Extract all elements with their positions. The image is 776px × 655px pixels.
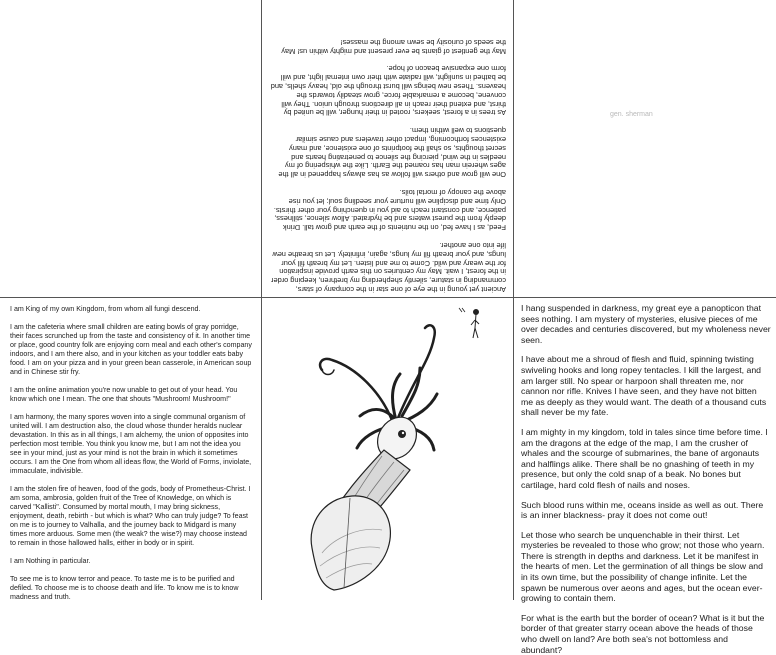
rotated-text-block	[262, 0, 513, 297]
squid-page	[521, 303, 771, 655]
author-signature: gen. sherman	[610, 111, 653, 118]
left-fold-line	[261, 0, 262, 600]
horizontal-fold-line	[0, 297, 776, 298]
mushroom-page	[10, 305, 254, 600]
squid-paragraph: Such blood runs within me, oceans inside as well as out. There is an inner blackness- pray it does not come out!	[521, 499, 764, 521]
top-right-blank-panel	[514, 0, 776, 297]
tree-paragraph: One will grow and others will follow as has always happened in all the ages wherein man has roamed the Earth. Like the whispering of my needles in the wind, piercing the silence to penetrating hearts and secret thoughts, so shall the footprints of one existence, and many existences forthcoming, impact other travelers and cause similar questions to well within them.	[278, 126, 506, 180]
tree-paragraph: Feed, as I have fed, on the nutrients of the earth and grow tall. Drink deeply from the purest waters and be hydrated. Allow silence, stillness, patience, and constant reach to aid you in quenching your other thirsts. Only time and discipline will nurture your seedling soul; let you rise above the canopy of mortal toils.	[273, 188, 506, 233]
small-diver-figure	[459, 308, 479, 338]
top-left-blank-panel	[0, 0, 261, 297]
tree-paragraph: May the gentlest of giants be ever present and mighty within us! May the seeds of curiosity be sewn among the masses!	[281, 37, 506, 56]
mushroom-paragraph: I am the online animation you're now unable to get out of your head. You know which one I mean. The one that shouts "Mushroom! Mushroom!"	[10, 386, 238, 403]
squid-fin	[311, 496, 390, 590]
mushroom-paragraph: I am Nothing in particular.	[10, 557, 91, 565]
mushroom-paragraph: I am King of my own Kingdom, from whom all fungi descend.	[10, 305, 201, 313]
squid-paragraph: I have about me a shroud of flesh and fluid, spinning twisting swiveling hooks and long ropey tentacles. I kill the largest, and am larger still. No spear or harpoon shall threaten me, nor cannon nor rifle. Knives I have seen, and they have not bitten me as deeply as they would want. The death of a thousand cuts shall never be my fate.	[521, 354, 767, 418]
squid-paragraph: Let those who search be unquenchable in their thirst. Let mysteries be revealed to those who grow; not those who yearn. There is strength in depths and darkness. Let it be manifest in the hearts of men. Let the germination of all things be slow and in its own time, but the possibility of change infinite. Let the spawn be numerous over aeons and ages, but the ocean ever-growing to contain them.	[521, 529, 765, 604]
tree-paragraph: Ancient yet young in the eye of one star in the company of stars, commanding in stature, silently shepherding my brethren, keeping order in the forest, I wait. May my centuries on this earth provide inspiration for the weary and wild. Come to me and listen. Let my breath fill your lungs, and your breath fill my lungs, again, infinitely. Let us breathe new life into one another.	[271, 241, 506, 294]
squid-paragraph: For what is the earth but the border of ocean? What is it but the border of that greater starry ocean above the heads of those who dwell on land? Are both sea's not bottomless and abundant?	[521, 612, 765, 655]
squid-paragraph: I am mighty in my kingdom, told in tales since time before time. I am the dragons at the edge of the map, I am the crusher of whales and the scourge of submarines, the bane of argonauts and halflings alike. There shall be no gnashing of teeth in my presence, but only the cold snap of a beak. No bones but cartilage, hard cold flesh of nails and noses.	[521, 426, 768, 490]
mushroom-paragraph: I am harmony, the many spores woven into a single communal organism of united will. I am destruction also, the cloud whose thunder heralds nuclear devastation. In this as in all things, I am alchemy, the union of opposites into perfection most terrible. You think you know me, but I am not the idea you see in your mind, just as your mind is not the brain in which it sometimes occurs. I am the One from whom all ideas flow, the World of Forms, inviolate, immaculate, indivisible.	[10, 413, 252, 475]
squid-paragraph: I hang suspended in darkness, my great eye a panopticon that sees nothing. I am mystery of mysteries, elusive pieces of me over decades and centuries discovered, but my wholeness never seen.	[521, 303, 771, 345]
mushroom-paragraph: To see me is to know terror and peace. To taste me is to be purified and defiled. To choose me is to choose death and life. To know me is to know madness and truth.	[10, 575, 239, 601]
right-fold-line	[513, 0, 514, 600]
squid-drawing	[262, 298, 513, 600]
tree-paragraph: As trees in a forest, seekers, rooted in their hunger, will be united by thirst, and extend their reach in all directions through union. They will convene, become a remarkable force, grow steadily towards the heavens. These new beings will burst through the old, heavy shells, and be bathed in sunlight, will radiate with their own internal light, and will form one expansive beacon of hope.	[270, 64, 506, 118]
squid-illustration-panel	[262, 298, 513, 600]
squid-tentacles	[320, 325, 437, 450]
mushroom-paragraph: I am the stolen fire of heaven, food of the gods, body of Prometheus-Christ. I am soma, ambrosia, golden fruit of the Tree of Knowledge, on which is carved "Kallisti". Consumed by mortal mouth, I may bring sickness, enjoyment, death, rebirth - but which is what? Who can truly judge? To feast on me is to journey to Valhalla, and the journey back to Midgard is many times more arduous. Some men (the weak? the wise?) may choose instead to remain in those hallowed halls, either in body or in spirit.	[10, 485, 251, 547]
mushroom-paragraph: I am the cafeteria where small children are eating bowls of gray porridge, their faces scrunched up from the taste and consistency of it. In another time or place, good country folk are enjoying corn meal and each other's company indoors, and I am there also, and in your kitchen as your toddler eats baby food. I am on your pizza and in your green bean casserole, in American soup and in Chinese stir fry.	[10, 323, 252, 376]
upside-down-tree-page	[262, 0, 513, 297]
